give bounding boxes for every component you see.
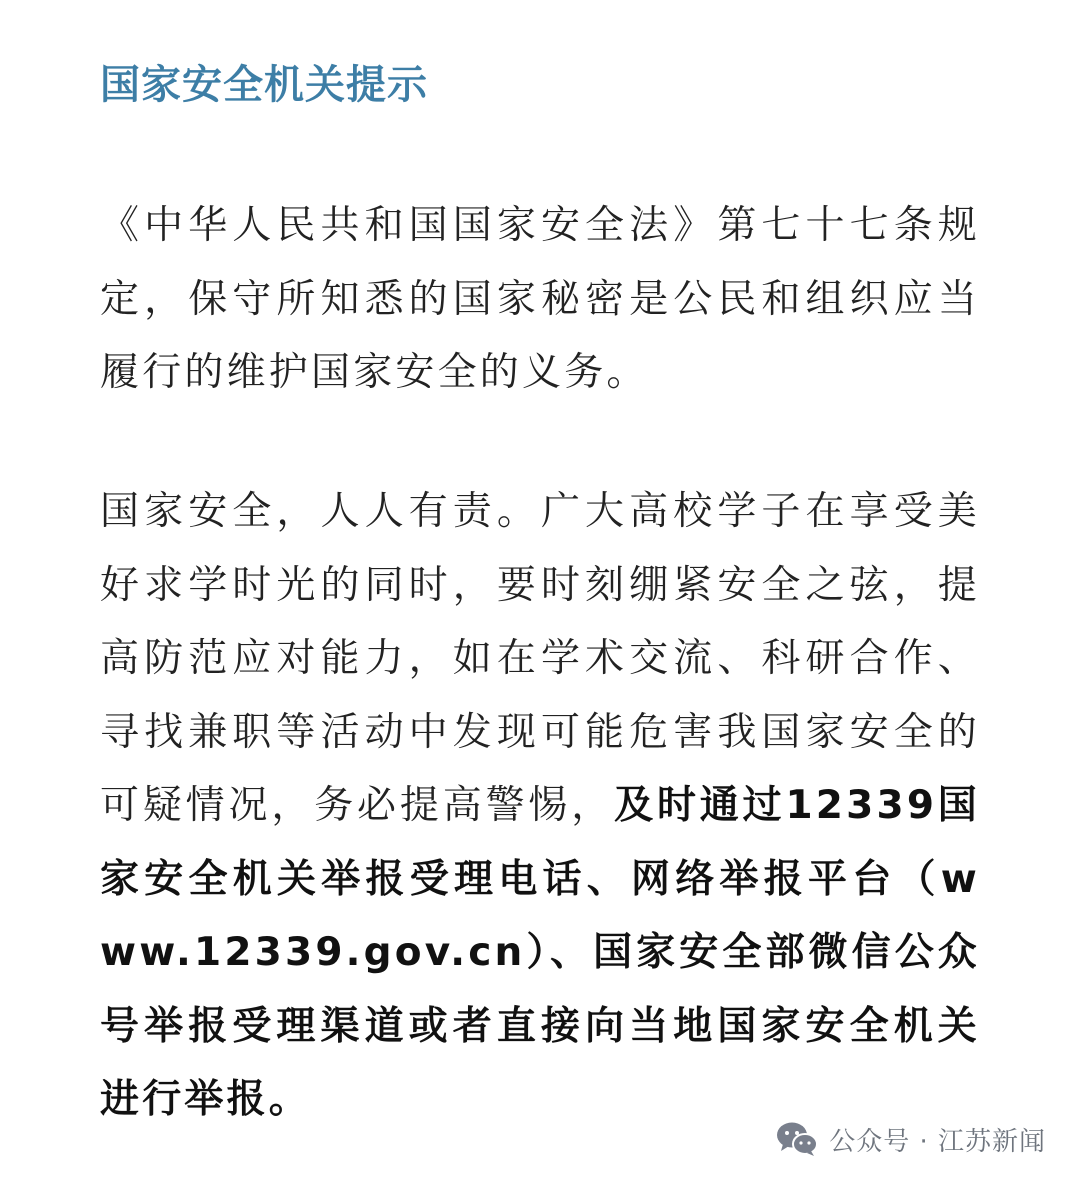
source-watermark: [775, 1117, 1046, 1161]
article-paragraph-reminder: [100, 475, 980, 1137]
article-heading: 国家安全机关提示: [100, 62, 428, 108]
watermark-text: 公众号 · 江苏新闻: [829, 1126, 1046, 1157]
reporting-channels-text: 及时通过12339国家安全机关举报受理电话、网络举报平台（www.12339.gov.cn）、国家安全部微信公众号举报受理渠道或者直接向当地国家安全机关进行举报。: [100, 783, 980, 1122]
wechat-icon: [775, 1120, 819, 1158]
article-paragraph-law: 《中华人民共和国国家安全法》第七十七条规定，保守所知悉的国家秘密是公民和组织应当履行的维护国家安全的义务。: [100, 203, 980, 395]
reminder-text: 国家安全，人人有责。广大高校学子在享受美好求学时光的同时，要时刻绷紧安全之弦，提高防范应对能力，如在学术交流、科研合作、寻找兼职等活动中发现可能危害我国家安全的可疑情况，务必提高警惕，: [100, 489, 980, 828]
